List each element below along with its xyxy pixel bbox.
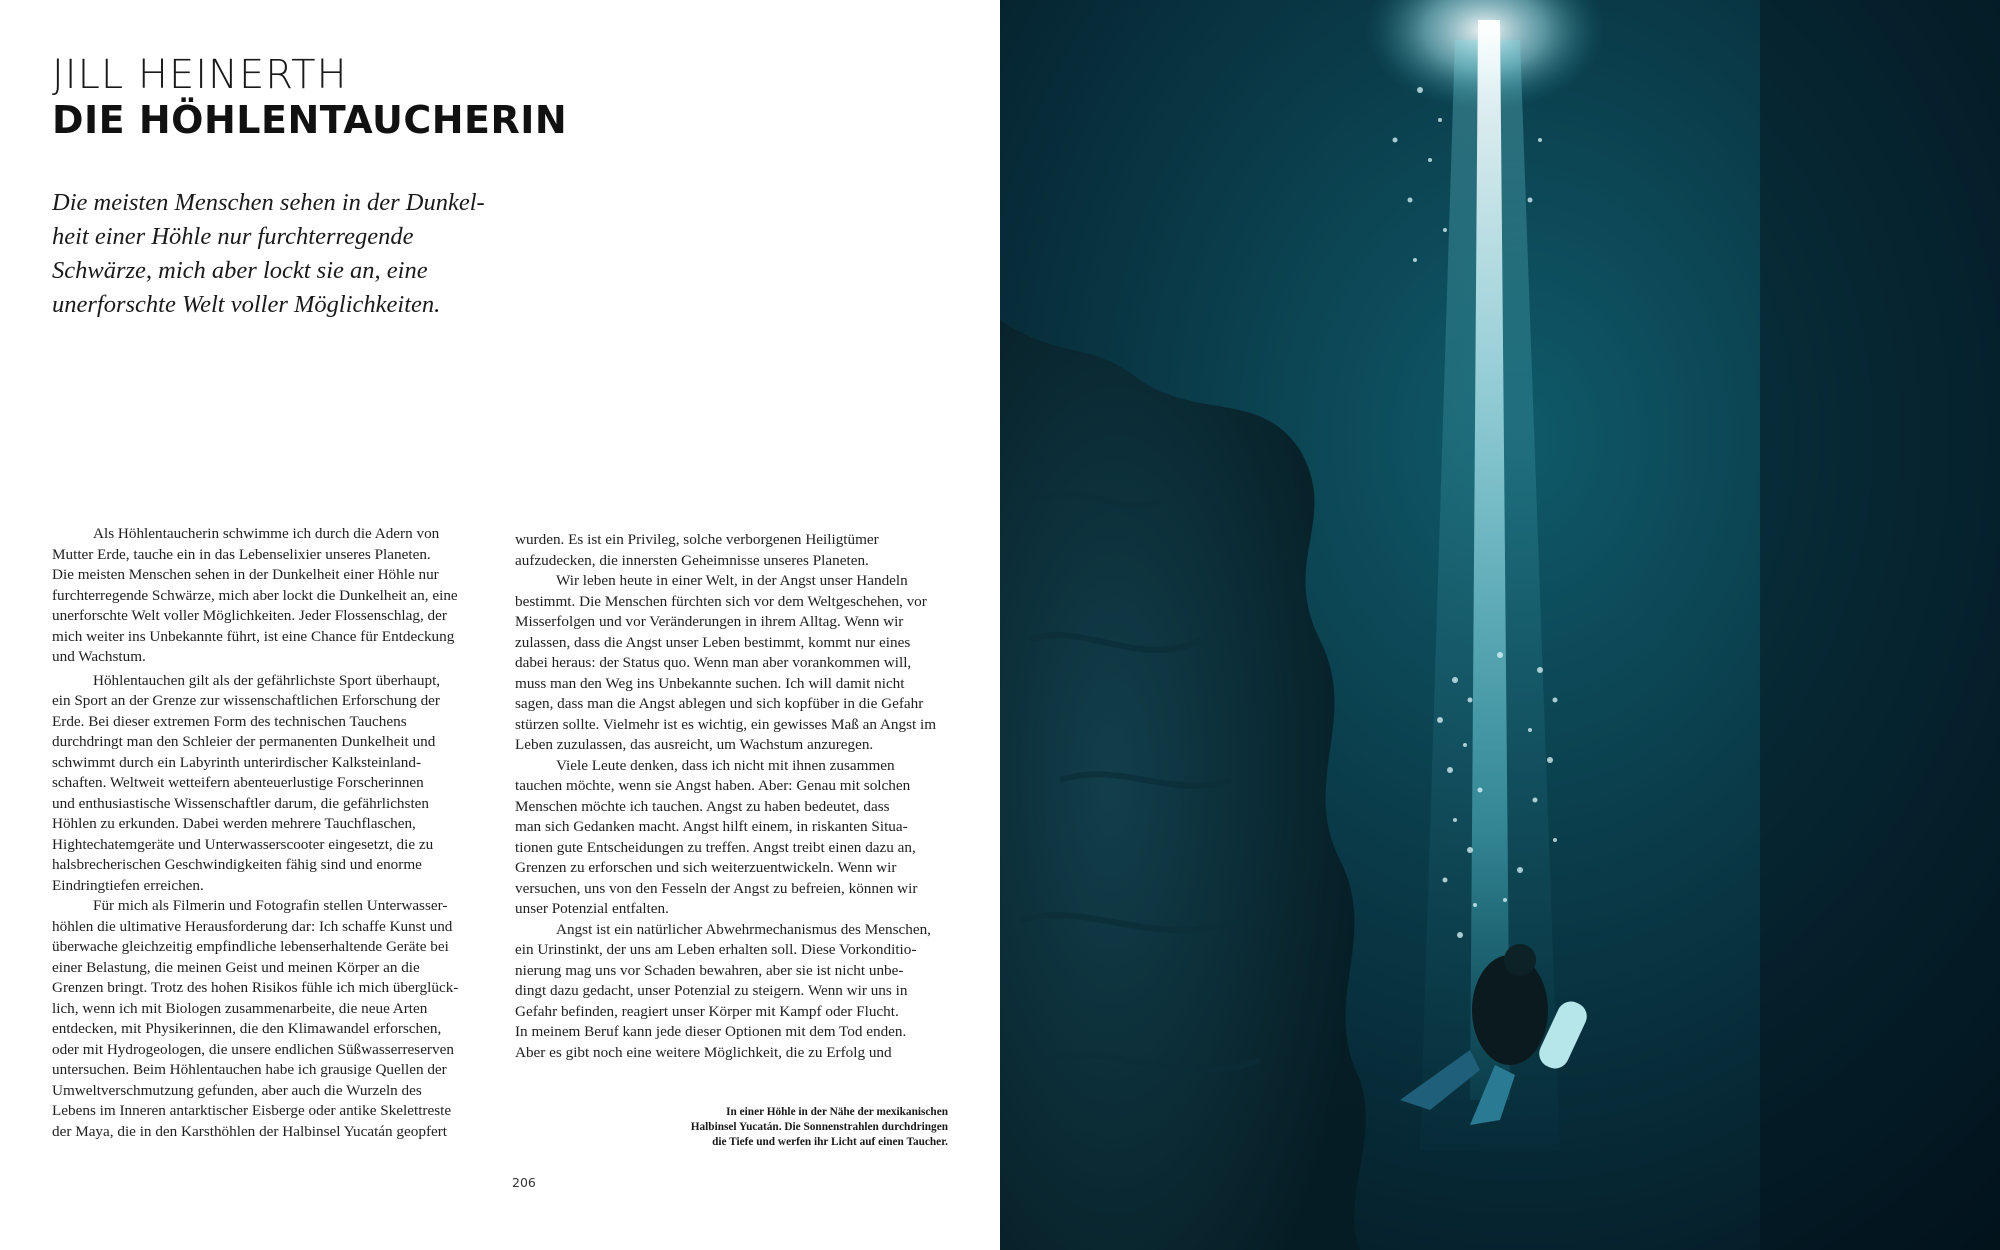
caption-line: die Tiefe und werfen ihr Licht auf einen Taucher. <box>712 1136 948 1148</box>
body-line: überwache gleichzeitig empfindliche lebenserhaltende Geräte bei <box>52 938 449 955</box>
cave-diver-photo <box>1000 0 2000 1250</box>
body-line: furchterregende Schwärze, mich aber lockt die Dunkelheit an, eine <box>52 586 458 604</box>
body-line: Mutter Erde, tauche ein in das Lebenselixier unseres Planeten. <box>52 545 431 563</box>
body-line: Grenzen bringt. Trotz des hohen Risikos fühle ich mich überglück- <box>52 979 459 996</box>
dark-right-edge <box>1760 0 2000 1250</box>
body-line: Wir leben heute in einer Welt, in der Angst unser Handeln <box>556 572 908 589</box>
body-line: und Wachstum. <box>52 648 146 665</box>
body-line: schwimmt durch ein Labyrinth unterirdischer Kalksteinland- <box>52 753 422 771</box>
body-line: bestimmt. Die Menschen fürchten sich vor dem Weltgeschehen, vor <box>515 592 927 610</box>
body-line: Eindringtiefen erreichen. <box>52 876 204 894</box>
body-line: Leben zuzulassen, das ausreicht, um Wachstum anzuregen. <box>515 736 874 753</box>
body-line: der Maya, die in den Karsthöhlen der Halbinsel Yucatán geopfert <box>52 1122 448 1140</box>
body-line: und enthusiastische Wissenschaftler darum, die gefährlichsten <box>52 794 429 812</box>
body-line: ein Urinstinkt, der uns am Leben erhalten soll. Diese Vorkonditio- <box>515 941 917 958</box>
body-line: durchdringt man den Schleier der permanenten Dunkelheit und <box>52 733 436 750</box>
quote-line: Schwärze, mich aber lockt sie an, eine <box>52 257 428 284</box>
body-line: zulassen, dass die Angst unser Leben bestimmt, kommt nur eines <box>515 633 911 651</box>
body-line: Misserfolgen und vor Veränderungen in ihrem Alltag. Wenn wir <box>515 613 904 630</box>
body-line: Die meisten Menschen sehen in der Dunkelheit einer Höhle nur <box>52 566 439 583</box>
body-line: In meinem Beruf kann jede dieser Optionen mit dem Tod enden. <box>515 1023 907 1040</box>
body-line: Umweltverschmutzung gefunden, aber auch die Wurzeln des <box>52 1081 422 1099</box>
photo-caption <box>600 1105 948 1150</box>
body-line: Grenzen zu erforschen und sich weiterzuentwickeln. Wenn wir <box>515 859 897 876</box>
body-line: unser Potenzial entfalten. <box>515 900 669 917</box>
body-line: ein Sport an der Grenze zur wissenschaftlichen Erforschung der <box>52 692 440 709</box>
body-line: Aber es gibt noch eine weitere Möglichkeit, die zu Erfolg und <box>515 1043 892 1061</box>
body-line: wurden. Es ist ein Privileg, solche verborgenen Heiligtümer <box>515 531 879 548</box>
text-column-1 <box>52 524 487 1142</box>
body-line: stürzen sollte. Vielmehr ist es wichtig, ein gewisses Maß an Angst im <box>515 715 937 733</box>
body-line: entdecken, mit Physikerinnen, die den Klimawandel erforschen, <box>52 1020 442 1037</box>
body-line: Gefahr befinden, reagiert unser Körper mit Kampf oder Flucht. <box>515 1002 899 1020</box>
body-line: Als Höhlentaucherin schwimme ich durch die Adern von <box>93 525 440 542</box>
body-line: aufzudecken, die innersten Geheimnisse unseres Planeten. <box>515 551 869 569</box>
body-line: Menschen möchte ich tauchen. Angst zu haben bedeutet, dass <box>515 797 890 815</box>
quote-line: Die meisten Menschen sehen in der Dunkel- <box>52 189 485 216</box>
body-line: oder mit Hydrogeologen, die unsere endlichen Süßwasserreserven <box>52 1040 454 1058</box>
body-line: muss man den Weg ins Unbekannte suchen. Ich will damit nicht <box>515 674 905 692</box>
body-line: Erde. Bei dieser extremen Form des technischen Tauchens <box>52 712 407 730</box>
body-line: lich, wenn ich mit Biologen zusammenarbeite, die neue Arten <box>52 999 428 1017</box>
quote-line: heit einer Höhle nur furchterregende <box>52 223 414 250</box>
page-number: 206 <box>512 1175 536 1190</box>
body-line: Viele Leute denken, dass ich nicht mit ihnen zusammen <box>556 756 895 774</box>
body-line: dingt dazu gedacht, unser Potenzial zu steigern. Wenn wir uns in <box>515 982 908 999</box>
body-line: dabei heraus: der Status quo. Wenn man aber vorankommen will, <box>515 654 912 671</box>
text-column-2 <box>515 530 947 1063</box>
body-line: mich weiter ins Unbekannte führt, ist eine Chance für Entdeckung <box>52 627 455 645</box>
body-line: höhlen die ultimative Herausforderung dar: Ich schaffe Kunst und <box>52 917 453 935</box>
body-line: halsbrecherischen Geschwindigkeiten fähig sind und enorme <box>52 856 422 873</box>
body-line: Für mich als Filmerin und Fotografin stellen Unterwasser- <box>93 897 448 914</box>
body-line: man sich Gedanken macht. Angst hilft einem, in riskanten Situa- <box>515 818 908 835</box>
caption-line: Halbinsel Yucatán. Die Sonnenstrahlen durchdringen <box>690 1121 948 1133</box>
body-line: schaften. Weltweit wetteifern abenteuerlustige Forscherinnen <box>52 774 424 791</box>
page-title: DIE HÖHLENTAUCHERIN <box>52 98 568 142</box>
body-line: sagen, dass man die Angst ablegen und sich kopfüber in die Gefahr <box>515 695 924 712</box>
quote-line: unerforschte Welt voller Möglichkeiten. <box>52 291 441 318</box>
body-line: Höhlen zu erkunden. Dabei werden mehrere Tauchflaschen, <box>52 815 416 832</box>
body-line: untersuchen. Beim Höhlentauchen habe ich grausige Quellen der <box>52 1061 447 1078</box>
body-line: Lebens im Inneren antarktischer Eisberge oder antike Skelettreste <box>52 1102 452 1119</box>
body-line: nierung mag uns vor Schaden bewahren, aber sie ist nicht unbe- <box>515 961 904 979</box>
body-line: Höhlentauchen gilt als der gefährlichste Sport überhaupt, <box>93 671 441 689</box>
body-line: Hightechatemgeräte und Unterwasserscooter eingesetzt, die zu <box>52 835 434 853</box>
body-line: Angst ist ein natürlicher Abwehrmechanismus des Menschen, <box>556 920 931 938</box>
body-line: tauchen möchte, wenn sie Angst haben. Aber: Genau mit solchen <box>515 777 911 794</box>
body-line: einer Belastung, die meinen Geist und meinen Körper an die <box>52 958 420 976</box>
caption-line: In einer Höhle in der Nähe der mexikanischen <box>726 1106 948 1118</box>
author-name: JILL HEINERTH <box>52 52 348 98</box>
intro-quote <box>52 186 492 322</box>
body-line: versuchen, uns von den Fesseln der Angst zu befreien, können wir <box>515 879 918 897</box>
body-line: unerforschte Welt voller Möglichkeiten. Jeder Flossenschlag, der <box>52 607 447 624</box>
body-line: tionen gute Entscheidungen zu treffen. Angst treibt einen dazu an, <box>515 838 916 856</box>
